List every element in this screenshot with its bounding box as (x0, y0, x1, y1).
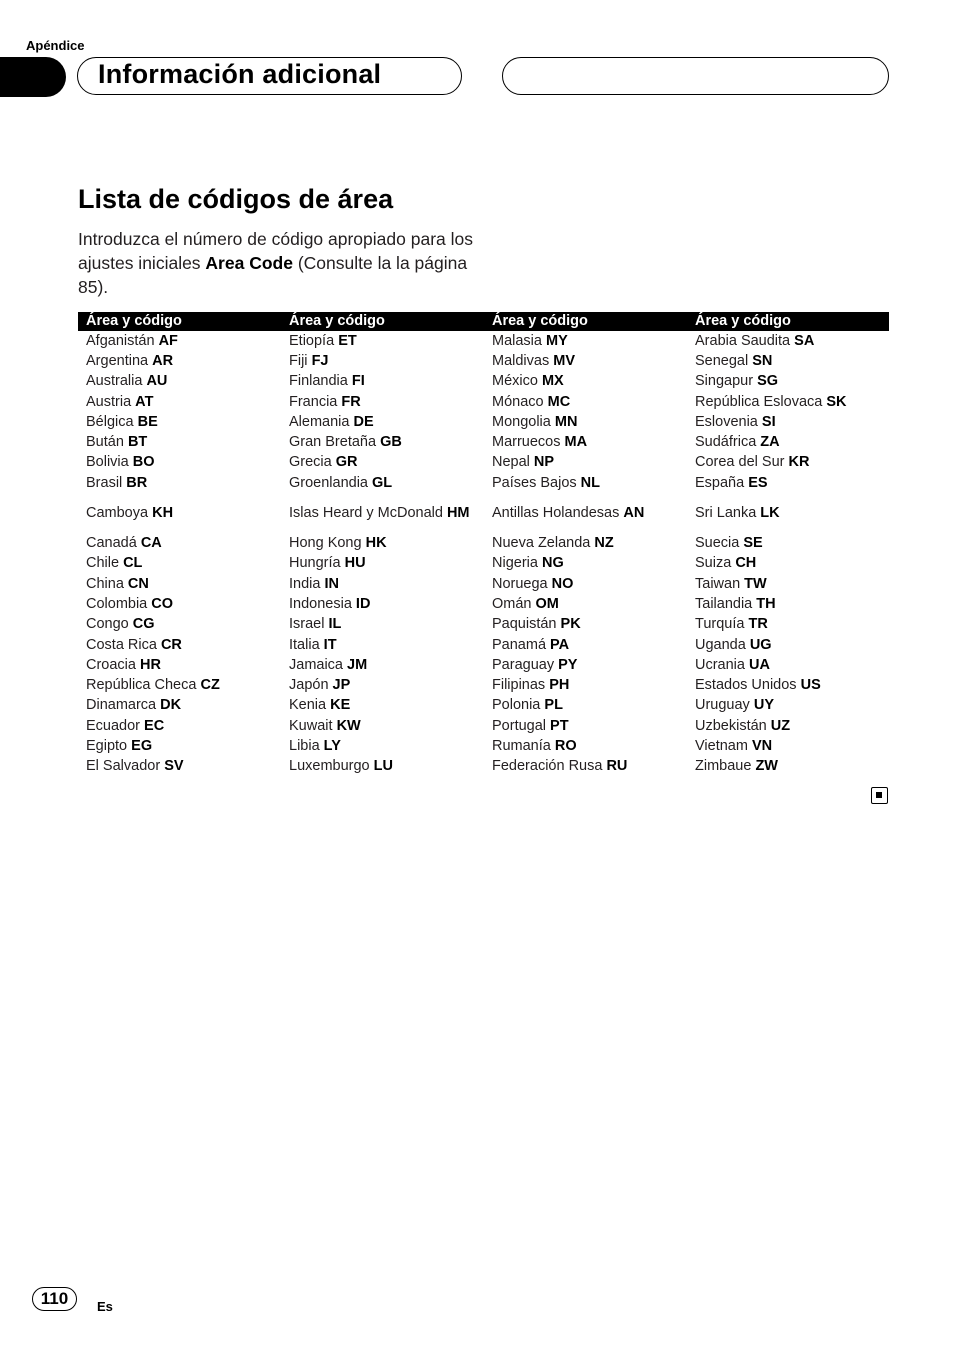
area-code: ID (355, 595, 371, 612)
area-code: MA (564, 434, 588, 451)
area-code: NG (541, 555, 564, 572)
chapter-title: Información adicional (98, 59, 382, 89)
area-code: LK (760, 504, 780, 521)
area-code: DE (353, 413, 374, 430)
table-cell (281, 675, 484, 695)
table-cell (687, 473, 889, 493)
area-name: Taiwan (695, 575, 741, 592)
table-cell (78, 615, 281, 635)
table-cell (281, 412, 484, 432)
table-cell (281, 432, 484, 452)
area-name: Paraguay (492, 656, 555, 673)
table-cell (484, 351, 687, 371)
table-cell (78, 594, 281, 614)
page-number: 110 (32, 1287, 77, 1311)
area-code: AU (146, 373, 168, 390)
table-cell (687, 493, 889, 533)
table-row (78, 351, 889, 371)
area-name: Kenia (289, 697, 327, 714)
table-cell (281, 392, 484, 412)
table-row (78, 473, 889, 493)
table-cell (281, 615, 484, 635)
table-row (78, 412, 889, 432)
area-name: Costa Rica (86, 636, 157, 653)
area-code: IN (324, 575, 339, 592)
table-cell (281, 757, 484, 777)
area-name: Nepal (492, 454, 530, 471)
area-name: Bélgica (86, 413, 134, 430)
table-cell (687, 453, 889, 473)
area-code: RU (606, 758, 628, 775)
area-name: Noruega (492, 575, 548, 592)
table-cell (281, 331, 484, 351)
table-row (78, 716, 889, 736)
area-name: Omán (492, 595, 532, 612)
area-name: Grecia (289, 454, 332, 471)
area-code: AR (152, 352, 174, 369)
area-name: Jamaica (289, 656, 343, 673)
area-name: Etiopía (289, 332, 335, 349)
area-code: CG (132, 616, 155, 633)
area-name: Singapur (695, 373, 754, 390)
table-cell (687, 716, 889, 736)
area-code: BE (137, 413, 158, 430)
area-code: JM (347, 656, 368, 673)
area-code: TR (748, 616, 768, 633)
area-code: LY (323, 737, 341, 754)
area-code: SE (743, 535, 763, 552)
area-code: MY (546, 332, 568, 349)
area-code: NZ (594, 535, 614, 552)
area-code: SN (752, 352, 773, 369)
area-name: Fiji (289, 352, 308, 369)
table-cell (78, 696, 281, 716)
table-cell (281, 716, 484, 736)
area-name: Uruguay (695, 697, 750, 714)
area-name: Bolivia (86, 454, 129, 471)
area-name: Países Bajos (492, 474, 577, 491)
table-header-row (78, 312, 889, 331)
area-name: Argentina (86, 352, 149, 369)
area-name: Ecuador (86, 717, 141, 734)
table-cell (78, 554, 281, 574)
area-code: PT (550, 717, 569, 734)
area-name: Paquistán (492, 616, 557, 633)
table-cell (78, 533, 281, 553)
area-code: ET (338, 332, 357, 349)
table-cell (281, 635, 484, 655)
table-row (78, 635, 889, 655)
area-name: Antillas Holandesas (492, 504, 620, 521)
area-code: GR (335, 454, 358, 471)
area-name: Marruecos (492, 434, 561, 451)
area-name: Polonia (492, 697, 541, 714)
area-name: República Checa (86, 677, 197, 694)
table-row (78, 696, 889, 716)
table-cell (484, 412, 687, 432)
table-cell (281, 696, 484, 716)
table-cell (78, 675, 281, 695)
area-name: Australia (86, 373, 143, 390)
intro-text-after: (Consulte la la página 85). (78, 253, 468, 297)
table-cell (281, 655, 484, 675)
area-code: BT (127, 434, 148, 451)
area-name: Canadá (86, 535, 137, 552)
area-name: Panamá (492, 636, 547, 653)
area-code: HK (365, 535, 387, 552)
table-cell (78, 412, 281, 432)
area-code: EC (144, 717, 165, 734)
table-cell (78, 392, 281, 412)
area-code: EG (131, 737, 153, 754)
table-cell (687, 351, 889, 371)
table-cell (281, 453, 484, 473)
area-name: Luxemburgo (289, 758, 370, 775)
area-code: SA (794, 332, 815, 349)
table-cell (484, 655, 687, 675)
area-code: VN (751, 737, 773, 754)
table-cell (281, 533, 484, 553)
table-cell (687, 675, 889, 695)
area-name: China (86, 575, 124, 592)
area-name: Zimbaue (695, 758, 752, 775)
area-code: US (800, 677, 821, 694)
table-row (78, 372, 889, 392)
table-row (78, 331, 889, 351)
table-cell (78, 351, 281, 371)
table-cell (78, 757, 281, 777)
area-code: UZ (770, 717, 791, 734)
area-code: FI (351, 373, 365, 390)
table-cell (484, 574, 687, 594)
table-cell (281, 554, 484, 574)
table-cell (484, 736, 687, 756)
area-code: PH (549, 677, 570, 694)
area-name: Kuwait (289, 717, 333, 734)
area-name: Senegal (695, 352, 749, 369)
table-cell (484, 331, 687, 351)
area-code: AF (158, 332, 178, 349)
area-code: GB (380, 434, 402, 451)
area-code: IL (328, 616, 342, 633)
table-cell (281, 736, 484, 756)
area-name: Chile (86, 555, 120, 572)
area-name: Libia (289, 737, 320, 754)
area-code: MC (547, 393, 571, 410)
area-name: Groenlandia (289, 474, 368, 491)
area-code: PK (560, 616, 581, 633)
area-code: AN (623, 504, 645, 521)
table-cell (484, 533, 687, 553)
area-name: Corea del Sur (695, 454, 785, 471)
column-header: Área y código (78, 312, 281, 331)
area-name: Federación Rusa (492, 758, 603, 775)
area-code: OM (535, 595, 559, 612)
area-name: Francia (289, 393, 338, 410)
area-code: FR (341, 393, 361, 410)
table-cell (484, 493, 687, 533)
table-cell (687, 615, 889, 635)
area-code-table (78, 312, 889, 777)
area-code: AT (135, 393, 154, 410)
area-name: República Eslovaca (695, 393, 823, 410)
area-code: TW (744, 575, 767, 592)
intro-paragraph (78, 227, 478, 299)
area-name: España (695, 474, 745, 491)
area-code: ES (748, 474, 768, 491)
table-cell (484, 757, 687, 777)
area-code: LU (373, 758, 393, 775)
table-row (78, 655, 889, 675)
column-header: Área y código (281, 312, 484, 331)
table-cell (78, 432, 281, 452)
area-name: Ucrania (695, 656, 745, 673)
area-code: NO (551, 575, 574, 592)
table-cell (78, 493, 281, 533)
table-cell (687, 574, 889, 594)
table-cell (484, 392, 687, 412)
area-name: Sri Lanka (695, 504, 757, 521)
table-cell (687, 372, 889, 392)
area-name: Egipto (86, 737, 128, 754)
area-name: Turquía (695, 616, 745, 633)
empty-title-pill (502, 57, 889, 95)
area-name: Congo (86, 616, 129, 633)
table-cell (281, 473, 484, 493)
table-cell (281, 493, 484, 533)
table-cell (484, 594, 687, 614)
table-cell (78, 372, 281, 392)
area-name: Suecia (695, 535, 740, 552)
section-label: Apéndice (26, 38, 85, 53)
area-name: Suiza (695, 555, 732, 572)
table-cell (687, 554, 889, 574)
area-name: India (289, 575, 321, 592)
area-code: HR (140, 656, 161, 673)
area-name: Estados Unidos (695, 677, 797, 694)
table-cell (687, 533, 889, 553)
area-name: Rumanía (492, 737, 551, 754)
area-name: Eslovenia (695, 413, 758, 430)
area-code: KE (330, 697, 351, 714)
intro-text-before: Introduzca el número de código apropiado para los ajustes iniciales (78, 229, 473, 273)
area-name: Indonesia (289, 595, 352, 612)
table-row (78, 615, 889, 635)
area-code: SG (757, 373, 779, 390)
area-code: MV (553, 352, 575, 369)
area-name: Colombia (86, 595, 148, 612)
area-code: UG (749, 636, 772, 653)
table-cell (484, 473, 687, 493)
area-code: CN (127, 575, 149, 592)
area-name: Israel (289, 616, 325, 633)
area-name: Hungría (289, 555, 341, 572)
area-name: Camboya (86, 504, 149, 521)
area-name: Bután (86, 434, 124, 451)
table-cell (687, 757, 889, 777)
area-code: NL (580, 474, 601, 491)
area-name: El Salvador (86, 758, 161, 775)
area-name: Sudáfrica (695, 434, 757, 451)
table-row (78, 675, 889, 695)
table-cell (78, 655, 281, 675)
area-code: CA (140, 535, 162, 552)
area-name: Filipinas (492, 677, 546, 694)
area-name: Croacia (86, 656, 136, 673)
area-name: Italia (289, 636, 320, 653)
area-code: ZW (755, 758, 778, 775)
area-name: Uzbekistán (695, 717, 767, 734)
area-code: DK (160, 697, 182, 714)
table-cell (484, 554, 687, 574)
table-cell (484, 615, 687, 635)
area-name: Hong Kong (289, 535, 362, 552)
area-code: MX (541, 373, 564, 390)
area-code: HM (446, 504, 470, 521)
area-name: Austria (86, 393, 132, 410)
area-code: FJ (311, 352, 329, 369)
area-code: BR (126, 474, 148, 491)
area-name: Uganda (695, 636, 746, 653)
table-cell (484, 716, 687, 736)
area-name: Tailandia (695, 595, 753, 612)
area-code: UA (749, 656, 770, 673)
table-row (78, 594, 889, 614)
area-name: Malasia (492, 332, 542, 349)
table-cell (687, 696, 889, 716)
area-name: Dinamarca (86, 697, 157, 714)
page-heading: Lista de códigos de área (78, 184, 394, 214)
table-row (78, 574, 889, 594)
area-name: Nueva Zelanda (492, 535, 591, 552)
area-code: CH (735, 555, 757, 572)
table-row (78, 453, 889, 473)
table-cell (484, 696, 687, 716)
table-cell (687, 736, 889, 756)
table-cell (78, 453, 281, 473)
table-cell (484, 453, 687, 473)
section-tab-marker (0, 57, 66, 97)
table-cell (78, 716, 281, 736)
end-of-section-icon (871, 787, 888, 804)
table-cell (687, 594, 889, 614)
area-name: Afganistán (86, 332, 155, 349)
area-name: Japón (289, 677, 329, 694)
area-code: UY (753, 697, 774, 714)
table-cell (687, 412, 889, 432)
area-code: PL (544, 697, 563, 714)
area-code: ZA (760, 434, 780, 451)
table-cell (687, 655, 889, 675)
table-cell (484, 372, 687, 392)
table-cell (78, 574, 281, 594)
table-cell (281, 351, 484, 371)
table-row (78, 736, 889, 756)
area-code: SK (826, 393, 847, 410)
area-code: HU (344, 555, 366, 572)
chapter-title-pill (77, 57, 462, 95)
area-name: Maldivas (492, 352, 550, 369)
area-code: SI (761, 413, 776, 430)
table-cell (78, 635, 281, 655)
table-cell (78, 736, 281, 756)
area-name: Brasil (86, 474, 123, 491)
table-cell (281, 372, 484, 392)
area-code: KW (336, 717, 361, 734)
area-name: Mongolia (492, 413, 551, 430)
area-name: Islas Heard y McDonald (289, 504, 443, 521)
area-name: Finlandia (289, 373, 348, 390)
table-row (78, 493, 889, 533)
table-row (78, 554, 889, 574)
area-code: PY (558, 656, 578, 673)
area-code: BO (132, 454, 155, 471)
area-code: CO (151, 595, 174, 612)
table-row (78, 757, 889, 777)
area-code: SV (164, 758, 184, 775)
intro-setting-name: Area Code (205, 253, 293, 273)
table-row (78, 533, 889, 553)
table-cell (687, 331, 889, 351)
table-cell (687, 432, 889, 452)
area-name: Vietnam (695, 737, 748, 754)
area-name: Alemania (289, 413, 350, 430)
table-cell (687, 635, 889, 655)
area-code: KR (788, 454, 810, 471)
table-cell (78, 473, 281, 493)
area-code: TH (756, 595, 776, 612)
table-cell (281, 574, 484, 594)
area-code: PA (550, 636, 570, 653)
area-code: CR (160, 636, 182, 653)
area-code: NP (533, 454, 555, 471)
area-name: Gran Bretaña (289, 434, 377, 451)
column-header: Área y código (687, 312, 889, 331)
area-name: Arabia Saudita (695, 332, 791, 349)
area-code: CL (123, 555, 143, 572)
area-name: Portugal (492, 717, 547, 734)
table-cell (687, 392, 889, 412)
table-row (78, 392, 889, 412)
area-code: RO (554, 737, 577, 754)
area-code: GL (372, 474, 393, 491)
area-name: Nigeria (492, 555, 538, 572)
area-code: JP (332, 677, 351, 694)
table-body (78, 331, 889, 777)
table-cell (484, 675, 687, 695)
column-header: Área y código (484, 312, 687, 331)
table-cell (484, 635, 687, 655)
language-label: Es (97, 1299, 113, 1314)
area-code: IT (323, 636, 337, 653)
table-row (78, 432, 889, 452)
area-code: CZ (200, 677, 220, 694)
table-cell (484, 432, 687, 452)
table-cell (281, 594, 484, 614)
table-cell (78, 331, 281, 351)
area-code: KH (152, 504, 174, 521)
area-name: Mónaco (492, 393, 544, 410)
area-code: MN (554, 413, 578, 430)
area-name: México (492, 373, 538, 390)
